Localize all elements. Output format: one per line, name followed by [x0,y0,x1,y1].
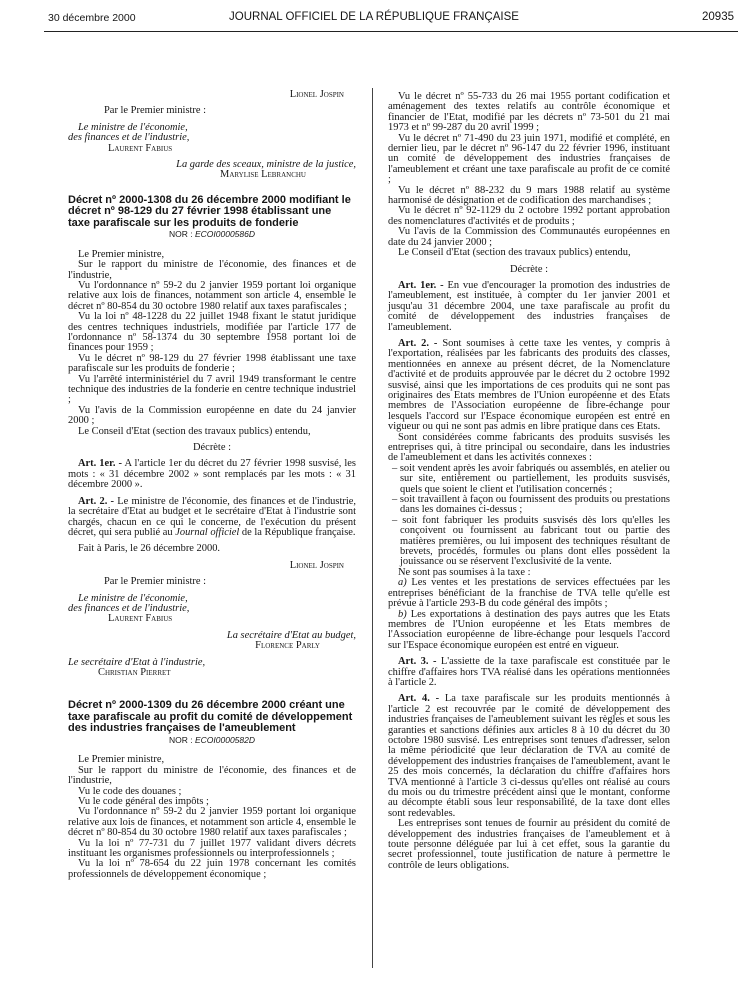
visa: Vu le décret nº 71-490 du 23 juin 1971, modifié et complété, en dernier lieu, par le décret nº 96-147 du 22 février 1996, instituant un comité de développement des industries françaises de l'ameublement et créant une taxe parafiscale au profit de ce comité ; [388,132,670,186]
visa: Vu le décret nº 92-1129 du 2 octobre 1992 portant approbation des nomenclatures d'activités et de produits ; [388,205,670,227]
header-page-number: 20935 [702,11,734,23]
minister-title-3: Le ministre de l'économie, [78,592,188,604]
decrete-heading-2: Décrète : [510,263,548,275]
header-rule [44,31,738,32]
column-separator [372,88,373,968]
visa: Le Conseil d'Etat (section des travaux publics) entendu, [398,247,631,259]
minister-title-2: des finances et de l'industrie, [68,132,190,144]
left-column [68,90,356,880]
decree-1309-article-2: Art. 2. - Sont soumises à cette taxe les ventes, y compris à l'exportation, réalisées par les fabricants des produits des classes, mentionnées en annexe au présent décret, de la Nomenclature d'activité et de produits approuvée par le décret du 2 octobre 1992 susvisé, ainsi que les importations de ces produits qui ne sont pas originaires des Etats membres de l'Union européenne et des Etats membres de l'Association européenne de libre-échange pour lesquels l'accord sur l'Espace économique européen est entré en vigueur ou qui ne sont pas admis en libre pratique dans ces Etats. [388,337,671,433]
visa: Vu le décret nº 88-232 du 9 mars 1988 relatif au système harmonisé de désignation et de codification des marchandises ; [388,184,670,207]
signature-fabius-2: Laurent Fabius [108,613,173,625]
header-journal-title: JOURNAL OFFICIEL DE LA RÉPUBLIQUE FRANÇAISE [229,11,519,23]
visa: Vu le décret nº 98-129 du 27 février 1998 établissant une taxe parafiscale sur les produits de fonderie ; [68,352,356,375]
visa: Vu l'arrêté interministériel du 7 avril 1949 transformant le centre technique des industries de la fonderie en centre technique industriel ; [68,373,356,406]
garde-des-sceaux-title: La garde des sceaux, ministre de la justice, [176,159,356,171]
minister-title-4: des finances et de l'industrie, [68,602,190,614]
decree-1309-visas [68,755,356,880]
visa: Le Premier ministre, [78,248,165,260]
list-item: – soit travaillent à façon ou fournissent des produits ou prestations dans les domaines ci-dessus ; [392,494,670,516]
visa: Sur le rapport du ministre de l'économie, des finances et de l'industrie, [68,259,356,281]
signature-fabius: Laurent Fabius [108,142,173,154]
decree-1308-visas [68,250,356,437]
signature-pierret: Christian Pierret [98,666,171,678]
visa: Vu la loi nº 48-1228 du 22 juillet 1948 fixant le statut juridique des centres techniques industriels, modifiée par l'article 177 de l'ordonnance nº 58-1374 du 30 septembre 1958 portant loi de finances pour 1959 ; [68,311,356,354]
decree-1308-title: Décret nº 2000-1308 du 26 décembre 2000 modifiant le décret nº 98-129 du 27 février 1998 établissant une taxe parafiscale sur les produits de fonderie [68,193,351,229]
visa: Vu le décret nº 55-733 du 26 mai 1955 portant codification et aménagement des textes relatifs au contrôle économique et financier de l'Etat, modifié par les décrets nº 73-501 du 21 mai 1973 et nº 99-287 du 20 avril 1999 ; [388,91,670,134]
visa: Vu l'avis de la Commission européenne en date du 24 janvier 2000 ; [68,404,356,427]
visa: Vu le code des douanes ; [78,785,182,797]
visa: Vu l'ordonnance nº 59-2 du 2 janvier 1959 portant loi organique relative aux lois de finances, et notamment son article 4, ensemble le décret nº 80-854 du 30 octobre 1980 relatif aux taxes parafiscales ; [68,806,356,839]
visa: Vu l'avis de la Commission des Communautés européennes en date du 24 janvier 2000 ; [388,226,670,248]
signature-jospin: Lionel Jospin [289,89,344,100]
list-item: – soit vendent après les avoir fabriqués ou assemblés, en atelier ou sur site, entièrement ou partiellement, les produits susvisés, quels que soient le client et l'utilisation concernés ; [392,462,670,495]
exemption-a: a) Les ventes et les prestations de services effectuées par les entreprises bénéficiant de la franchise de TVA telle qu'elle est prévue à l'article 293-B du code général des impôts ; [388,577,670,610]
signature-jospin-2: Lionel Jospin [289,559,344,571]
decree-1309-nor: NOR : ECOI0000582D [169,734,255,745]
article-2-fabricants: Sont considérées comme fabricants des produits susvisés les entreprises qui, à titre principal ou secondaire, dans les industries de l'ameublement et dans les activités connexes : [388,431,670,464]
decree-1309-article-3: Art. 3. - L'assiette de la taxe parafiscale est constituée par le chiffre d'affaires hors TVA réalisé dans les opérations mentionnées à l'article 2. [388,656,671,688]
fait-a-paris: Fait à Paris, le 26 décembre 2000. [78,543,221,555]
decree-1308-nor: NOR : ECOI0000586D [169,229,255,240]
visa: Vu la loi nº 77-731 du 7 juillet 1977 validant divers décrets instituant les organismes professionnels ou interprofessionnels ; [68,837,356,859]
visa: Vu le code général des impôts ; [78,795,209,807]
decree-1309-article-1: Art. 1er. - En vue d'encourager la promotion des industries de l'ameublement, est instituée, à compter du 1er janvier 2001 et jusqu'au 31 décembre 2004, une taxe parafiscale au profit du comité de développement des industries françaises de l'ameublement. [388,279,671,333]
industrie-title: Le secrétaire d'Etat à l'industrie, [68,656,206,668]
list-item: – soit font fabriquer les produits susvisés dès lors qu'elles les conçoivent ou fournissent au fabricant tout ou partie des matières premières, ou lui imposent des techniques résultant de brevets, procédés, formules ou plans dont elles possèdent la jouissance ou se réservent l'exclusivité de la vente. [392,514,670,568]
visa: Vu la loi nº 78-654 du 22 juin 1978 concernant les comités professionnels de développement économique ; [68,858,356,880]
decree-1308-article-1: Art. 1er. - A l'article 1er du décret du 27 février 1998 susvisé, les mots : « 31 décembre 2002 » sont remplacés par les mots : « 31 décembre 2000 ». [68,458,356,491]
decree-1308-article-2: Art. 2. - Le ministre de l'économie, des finances et de l'industrie, la secrétaire d'Etat au budget et le secrétaire d'Etat à l'industrie sont chargés, chacun en ce qui le concerne, de l'exécution du présent décret, qui sera publié au Journal officiel de la République française. [68,495,356,538]
visa: Le Premier ministre, [78,754,165,766]
exemption-b: b) Les exportations à destination des pays autres que les Etats membres de l'Union européenne et les Etats membres de l'Association européenne de libre-échange pour lesquels l'accord sur l'Espace économique européen est entré en vigueur. [388,608,670,651]
par-le-premier-ministre: Par le Premier ministre : [104,105,207,117]
decree-1309-title: Décret nº 2000-1309 du 26 décembre 2000 créant une taxe parafiscale au profit du comité de développement des industries françaises de l'ameublement [68,699,353,735]
right-column [388,92,670,871]
decree-1309-article-4: Art. 4. - La taxe parafiscale sur les produits mentionnés à l'article 2 est recouvrée par le comité de développement des industries françaises de l'ameublement suivant les règles et sous les garanties et sanctions définies aux articles 8 à 10 du décret du 30 octobre 1980 susvisé. Les entreprises sont tenues d'adresser, selon la même périodicité que leur déclaration de TVA au comité de développement des industries françaises de l'ameublement, avant le 25 des mois concernés, la déclaration du chiffre d'affaires hors TVA mentionné à l'article 3 ci-dessus qu'elles ont réalisé au cours du mois ou du trimestre précédent ainsi que le montant, conforme au décompte établi sous leur responsabilité, de la taxe dont elles sont redevables. [388,693,671,819]
article-4-obligations: Les entreprises sont tenues de fournir au président du comité de développement des industries françaises de l'ameublement et à toute personne déléguée par lui à cet effet, sous la garantie du secret professionnel, toute justification de nature à permettre le contrôle de leurs obligations. [388,818,670,871]
signature-parly: Florence Parly [255,640,320,652]
budget-title: La secrétaire d'Etat au budget, [226,629,356,641]
visa: Sur le rapport du ministre de l'économie, des finances et de l'industrie, [68,764,356,787]
header-date: 30 décembre 2000 [48,12,136,24]
visa: Vu l'ordonnance nº 59-2 du 2 janvier 1959 portant loi organique relative aux lois de finances, notamment son article 4, ensemble le décret nº 80-854 du 30 octobre 1980 relatif aux taxes parafiscales ; [68,279,356,312]
signature-lebranchu: Marylise Lebranchu [220,169,306,181]
visa: Le Conseil d'Etat (section des travaux publics) entendu, [78,425,311,437]
minister-title: Le ministre de l'économie, [78,121,188,133]
fabricants-list [388,464,670,568]
par-le-premier-ministre-2: Par le Premier ministre : [104,576,207,588]
decrete-heading: Décrète : [193,442,231,454]
page-header [0,10,748,30]
ne-sont-pas-soumises: Ne sont pas soumises à la taxe : [398,566,531,578]
